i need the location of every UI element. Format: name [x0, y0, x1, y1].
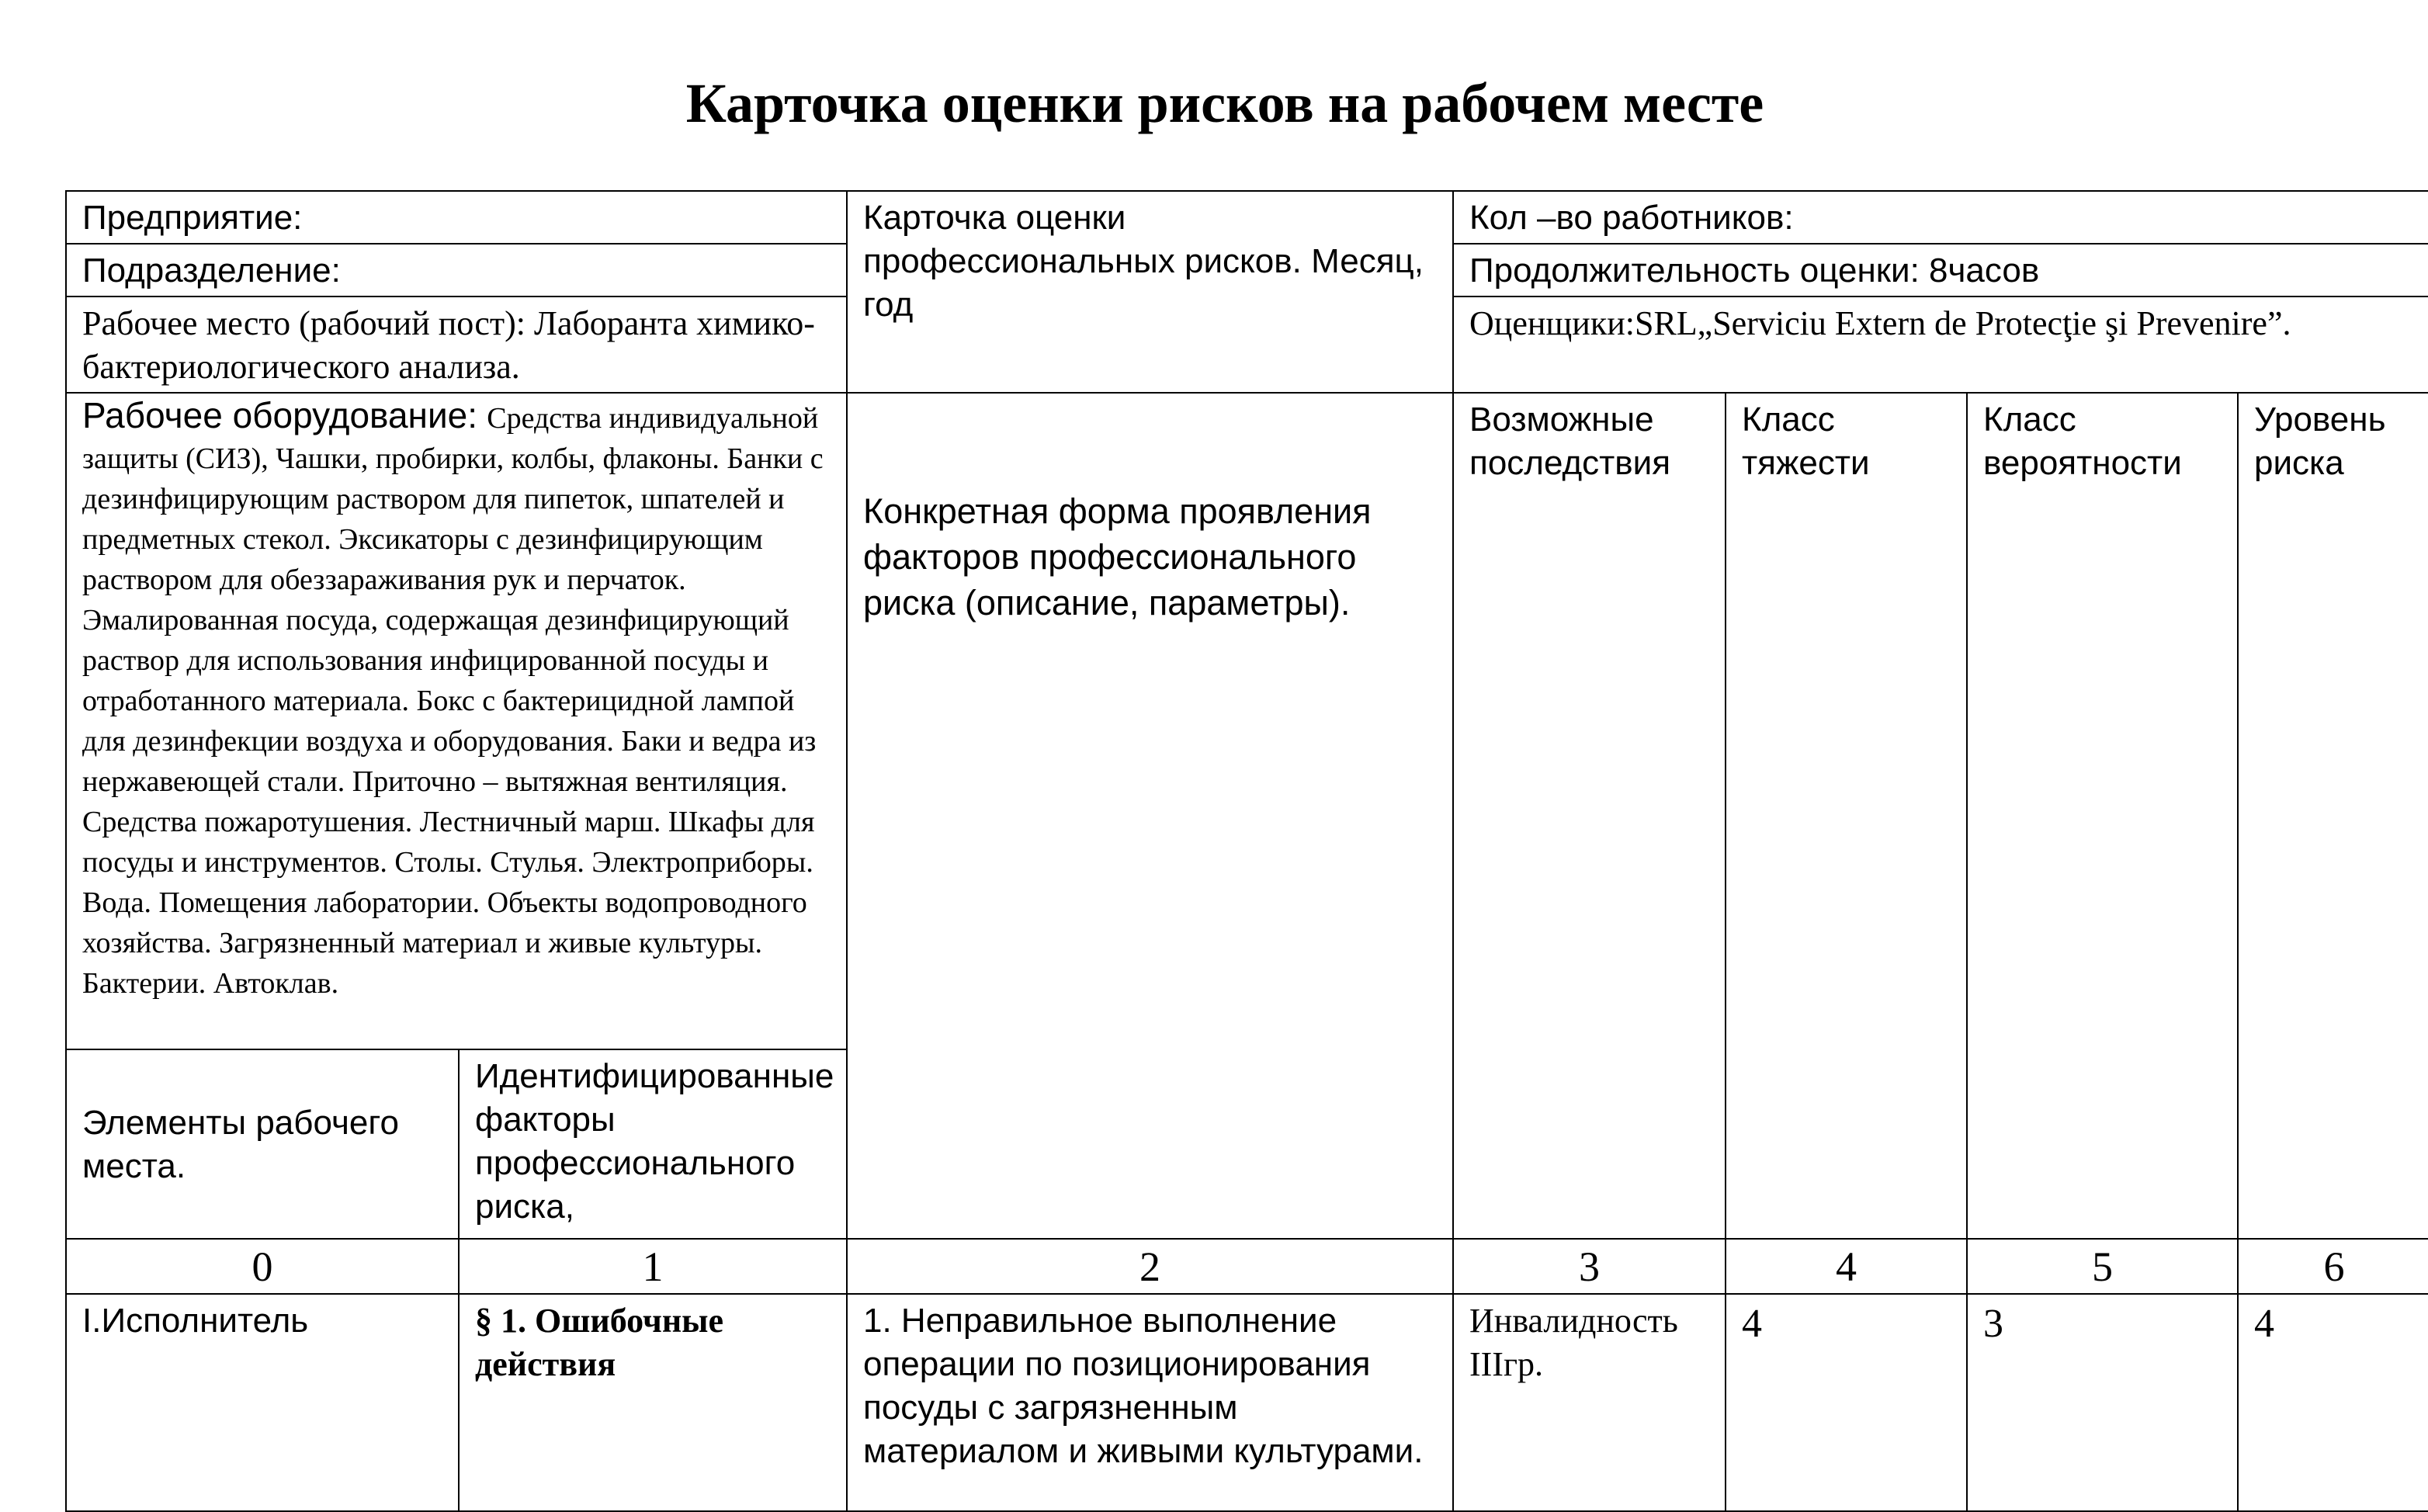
row-probability: 3 — [1967, 1294, 2238, 1511]
column-header-severity: Класс тяжести — [1726, 393, 1967, 1239]
table-row — [66, 1294, 2428, 1511]
row-severity: 4 — [1726, 1294, 1967, 1511]
row-description: 1. Неправильное выполнение операции по позиционирования посуды с загрязненным материалом и живыми культурами. — [847, 1294, 1453, 1511]
column-header-form: Конкретная форма проявления факторов профессионального риска (описание, параметры). — [847, 393, 1453, 1239]
enterprise-cell — [66, 191, 847, 244]
document-title: Карточка оценки рисков на рабочем месте — [685, 72, 1764, 134]
row-consequence: Инвалидность IIIгр. — [1453, 1294, 1726, 1511]
division-cell — [66, 244, 847, 297]
row-factor: § 1. Ошибочные действия — [459, 1294, 847, 1511]
column-number: 4 — [1726, 1239, 1967, 1294]
card-title-cell — [847, 191, 1453, 393]
column-number: 2 — [847, 1239, 1453, 1294]
card-title: Карточка оценки профессиональных рисков. Месяц, год — [863, 199, 1424, 324]
equipment-row — [66, 393, 2428, 1049]
column-header-probability: Класс вероятности — [1967, 393, 2238, 1239]
column-header-risk-level: Уровень риска — [2238, 393, 2428, 1239]
evaluators-cell — [1453, 297, 2428, 393]
column-number: 3 — [1453, 1239, 1726, 1294]
column-number: 5 — [1967, 1239, 2238, 1294]
equipment-label: Рабочее оборудование: — [82, 395, 478, 435]
equipment-cell — [66, 393, 847, 1049]
column-number: 0 — [66, 1239, 459, 1294]
workers-count-cell — [1453, 191, 2428, 244]
column-header-factors: Идентифицированные факторы профессионального риска, — [459, 1049, 847, 1239]
evaluators-label: Оценщики:SRL„Serviciu Extern de Protecţie şi Prevenire”. — [1469, 304, 2291, 342]
workplace-label: Рабочее место (рабочий пост): Лаборанта химико-бактериологического анализа. — [82, 304, 815, 386]
row-risk-level: 4 — [2238, 1294, 2428, 1511]
risk-assessment-table — [65, 190, 2428, 1512]
duration-cell — [1453, 244, 2428, 297]
column-number: 1 — [459, 1239, 847, 1294]
workers-count-label: Кол –во работников: — [1469, 199, 1794, 237]
equipment-text: Средства индивидуальной защиты (СИЗ), Чашки, пробирки, колбы, флаконы. Банки с дезинфицирующим раствором для пипеток, шпателей и предметных стекол. Эксикаторы с дезинфицирующим раствором для обеззараживания рук и перчаток. Эмалированная посуда, содержащая дезинфицирующий раствор для использования инфицированной посуды и отработанного материала. Бокс с бактерицидной лампой для дезинфекции воздуха и оборудования. Баки и ведра из нержавеющей стали. Приточно – вытяжная вентиляция. Средства пожаротушения. Лестничный марш. Шкафы для посуды и инструментов. Столы. Стулья. Электроприборы. Вода. Помещения лаборатории. Объекты водопроводного хозяйства. Загрязненный материал и живые культуры. Бактерии. Автоклав. — [82, 402, 824, 1000]
column-number: 6 — [2238, 1239, 2428, 1294]
header-row-1 — [66, 191, 2428, 244]
column-numbers-row — [66, 1239, 2428, 1294]
division-label: Подразделение: — [82, 251, 341, 290]
workplace-cell — [66, 297, 847, 393]
enterprise-label: Предприятие: — [82, 199, 303, 237]
column-header-elements: Элементы рабочего места. — [66, 1049, 459, 1239]
row-element: I.Исполнитель — [66, 1294, 459, 1511]
duration-label: Продолжительность оценки: 8часов — [1469, 251, 2040, 290]
column-header-consequences: Возможные последствия — [1453, 393, 1726, 1239]
